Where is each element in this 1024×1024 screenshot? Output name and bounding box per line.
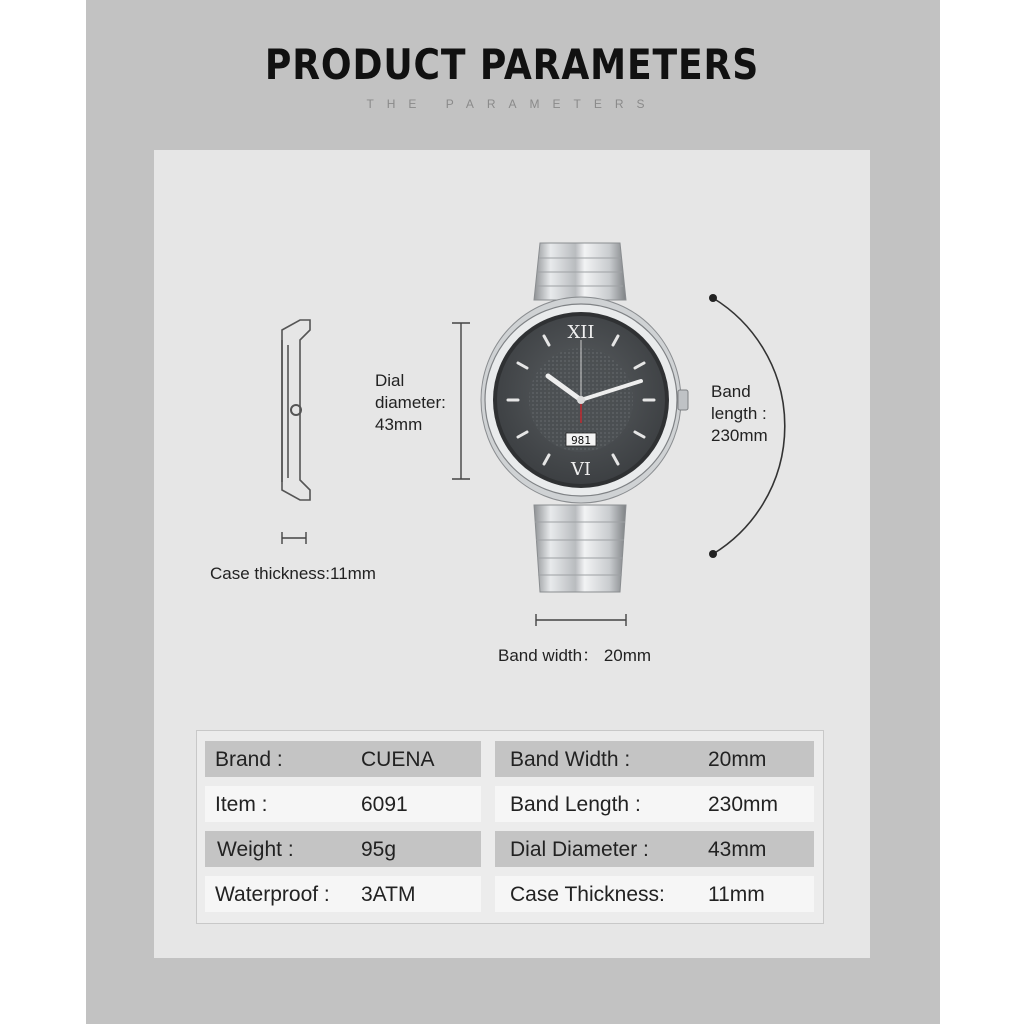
case-thickness-marker bbox=[282, 532, 306, 544]
spec-label: Dial Diameter : bbox=[510, 838, 649, 861]
svg-text:XII: XII bbox=[567, 322, 595, 343]
band-length-label-line2: length : bbox=[711, 404, 767, 423]
spec-value: 95g bbox=[361, 838, 397, 861]
page-subtitle: THE PARAMETERS bbox=[366, 97, 658, 111]
spec-value: CUENA bbox=[361, 748, 435, 771]
spec-row-waterproof bbox=[205, 876, 481, 912]
band-width-label: Band width： 20mm bbox=[498, 646, 652, 665]
dial-diameter-label-line1: Dial bbox=[375, 371, 405, 390]
spec-row-case-thickness bbox=[495, 876, 814, 912]
spec-label: Band Length : bbox=[510, 793, 641, 816]
dial-diameter-label-line3: 43mm bbox=[375, 415, 423, 434]
dial-diameter-marker bbox=[452, 323, 470, 479]
date-window-text: 981 bbox=[571, 434, 591, 447]
spec-value: 11mm bbox=[708, 883, 765, 906]
spec-row-band-length bbox=[495, 786, 814, 822]
case-side-view bbox=[282, 320, 310, 500]
dial-diameter-label-line2: diameter: bbox=[375, 393, 446, 412]
spec-row-item bbox=[205, 786, 481, 822]
spec-label: Band Width : bbox=[510, 748, 631, 771]
spec-label: Case Thickness: bbox=[510, 883, 665, 906]
spec-value: 20mm bbox=[708, 748, 767, 771]
spec-label: Item : bbox=[215, 793, 268, 816]
case-thickness-label: Case thickness:11mm bbox=[210, 564, 376, 583]
svg-text:VI: VI bbox=[570, 459, 592, 480]
spec-row-band-width bbox=[495, 741, 814, 777]
band-length-label-line3: 230mm bbox=[711, 426, 768, 445]
spec-label: Weight : bbox=[217, 838, 294, 861]
spec-row-dial-diameter bbox=[495, 831, 814, 867]
spec-value: 43mm bbox=[708, 838, 767, 861]
spec-value: 3ATM bbox=[361, 883, 416, 906]
page-title: PRODUCT PARAMETERS bbox=[264, 40, 760, 89]
spec-row-weight bbox=[205, 831, 481, 867]
spec-row-brand bbox=[205, 741, 481, 777]
spec-label: Waterproof : bbox=[215, 883, 330, 906]
band-length-label-line1: Band bbox=[711, 382, 751, 401]
watch-image bbox=[481, 243, 688, 592]
band-width-marker bbox=[536, 614, 626, 626]
spec-label: Brand : bbox=[215, 748, 283, 771]
spec-value: 6091 bbox=[361, 793, 408, 816]
spec-value: 230mm bbox=[708, 793, 779, 816]
